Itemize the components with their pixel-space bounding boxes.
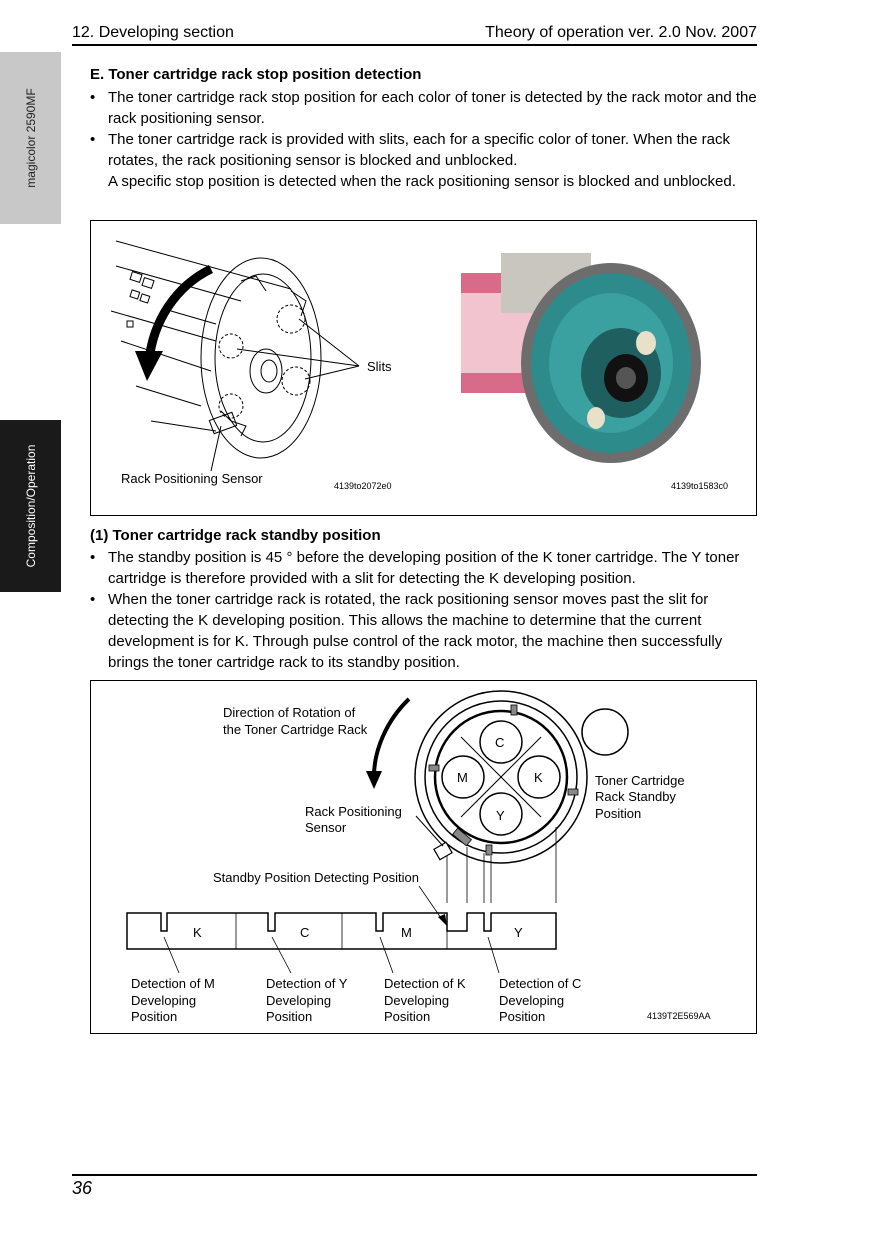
slits-label: Slits	[367, 359, 392, 374]
section-1-bullets	[90, 547, 760, 673]
side-tab-chapter	[0, 420, 61, 592]
figure-1-box	[90, 220, 757, 516]
side-tab-model	[0, 52, 61, 224]
detection-c-l1: Detection of C	[499, 976, 582, 991]
strip-label-k: K	[193, 925, 202, 940]
section-1-bullet-1: • The standby position is 45 ° before the developing position of the K toner cartridge. The Y toner cartridge is therefore provided with a slit for detecting the K developing position.	[90, 547, 760, 589]
cartridge-y-label: Y	[496, 808, 505, 823]
standby-label-1: Toner Cartridge	[595, 773, 685, 788]
figure-1-code-right: 4139to1583c0	[671, 481, 729, 491]
direction-label-1: Direction of Rotation of	[223, 705, 356, 720]
section-e-bullet-2-continuation: A specific stop position is detected when the rack positioning sensor is blocked and unblocked.	[108, 173, 736, 190]
cartridge-m-label: M	[457, 770, 468, 785]
figure-2-code: 4139T2E569AA	[647, 1011, 711, 1021]
detection-c-l2: Developing	[499, 993, 565, 1008]
section-1-bullet-2: • When the toner cartridge rack is rotated, the rack positioning sensor moves past the slit for detecting the K developing position. This allows the machine to determine that the current development is for K. Through pulse control of the rack motor, the machine then successfully brings the toner cartridge rack to its standby position.	[90, 589, 760, 673]
footer-rule	[72, 1174, 757, 1176]
section-e-bullet-2	[90, 129, 760, 192]
cartridge-c-label: C	[495, 735, 505, 750]
section-e-bullet-1: • The toner cartridge rack stop position for each color of toner is detected by the rack motor and the rack positioning sensor.	[90, 87, 760, 129]
side-tab-model-label: magicolor 2590MF	[23, 88, 38, 188]
detection-m-l3: Position	[131, 1009, 178, 1024]
section-e-bullets	[90, 87, 760, 192]
detection-k-l1: Detection of K	[384, 976, 466, 991]
sensor-label-2: Sensor	[305, 820, 347, 835]
detection-y-l3: Position	[266, 1009, 313, 1024]
detection-k-l2: Developing	[384, 993, 450, 1008]
strip-label-y: Y	[514, 925, 523, 940]
section-1-title: (1) Toner cartridge rack standby position	[90, 527, 381, 544]
detection-c-l3: Position	[499, 1009, 546, 1024]
strip-label-c: C	[300, 925, 310, 940]
sensor-label-1: Rack Positioning	[305, 804, 402, 819]
detection-y-l1: Detection of Y	[266, 976, 348, 991]
standby-detecting-label: Standby Position Detecting Position	[213, 870, 419, 885]
detection-k-l3: Position	[384, 1009, 431, 1024]
section-e-bullet-2-text: The toner cartridge rack is provided with slits, each for a specific color of toner. When the rack rotates, the rack positioning sensor is blocked and unblocked.	[108, 131, 730, 169]
rack-photo	[461, 253, 701, 463]
section-e-title: E. Toner cartridge rack stop position detection	[90, 66, 422, 83]
standby-label-3: Position	[595, 806, 642, 821]
header-doc-version: Theory of operation ver. 2.0 Nov. 2007	[485, 24, 757, 41]
strip-label-m: M	[401, 925, 412, 940]
figure-1-code-left: 4139to2072e0	[334, 481, 392, 491]
detection-y-l2: Developing	[266, 993, 332, 1008]
side-tab-chapter-label: Composition/Operation	[23, 444, 38, 568]
page-number: 36	[72, 1178, 93, 1198]
cartridge-k-label: K	[534, 770, 543, 785]
detection-m-l1: Detection of M	[131, 976, 215, 991]
header-rule	[72, 44, 757, 46]
rack-sensor-label: Rack Positioning Sensor	[121, 471, 263, 486]
standby-label-2: Rack Standby	[595, 789, 676, 804]
header-section: 12. Developing section	[72, 24, 234, 41]
detection-m-l2: Developing	[131, 993, 197, 1008]
figure-2-box	[90, 680, 757, 1034]
direction-label-2: the Toner Cartridge Rack	[223, 722, 368, 737]
